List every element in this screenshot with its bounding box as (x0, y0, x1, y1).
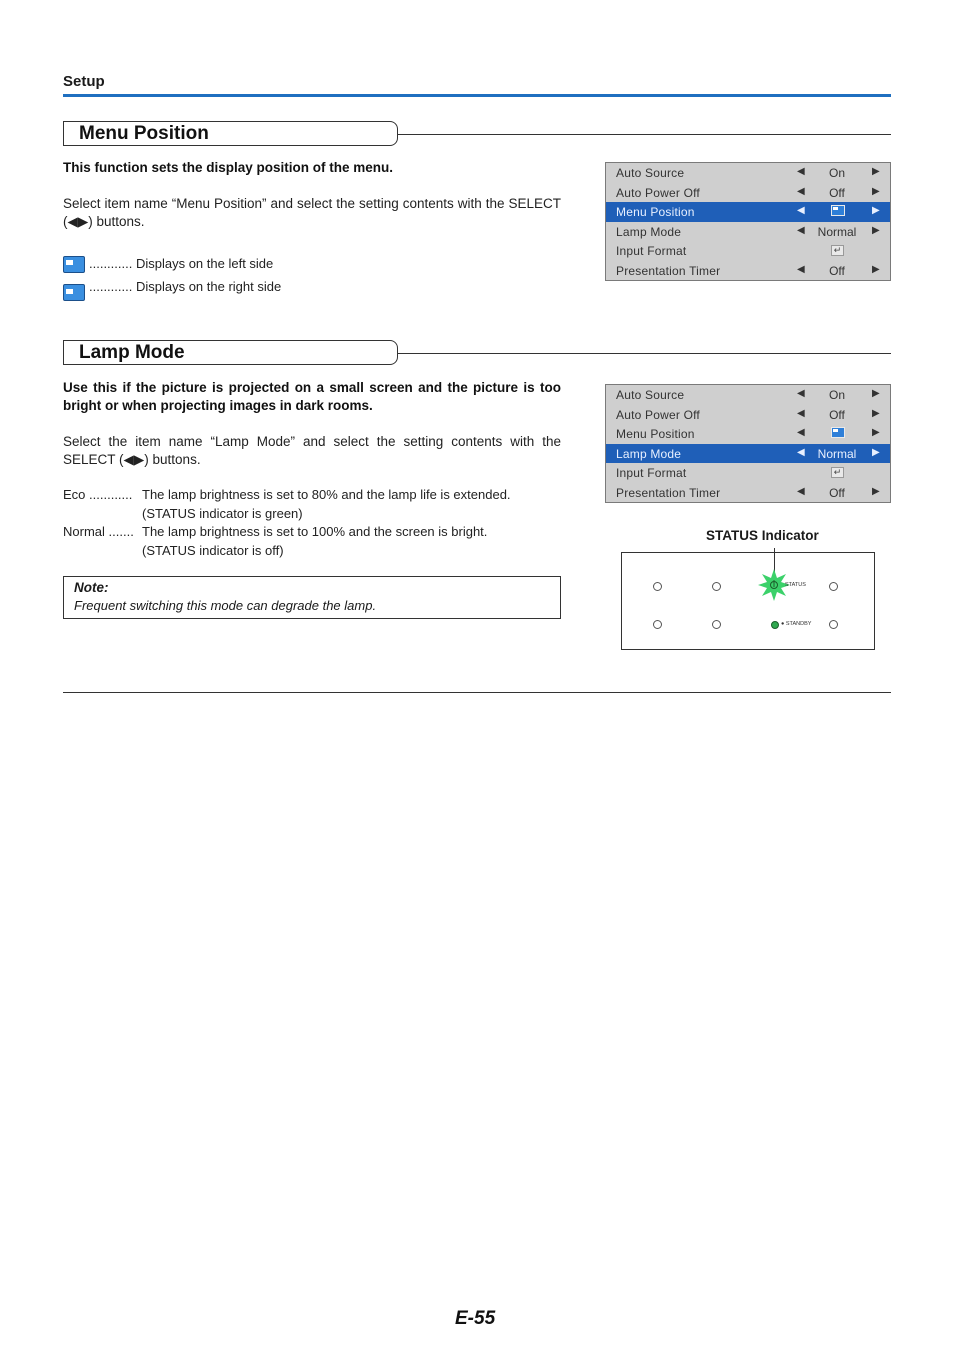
lamp-mode-rule (398, 353, 891, 354)
right-arrow-icon: ▶ (872, 166, 880, 177)
menu-row-auto-source: Auto Source ◀ On ▶ (616, 388, 880, 402)
button-circle (712, 620, 721, 629)
option-right-desc: Displays on the right side (135, 279, 282, 294)
status-indicator-label: STATUS Indicator (706, 528, 819, 543)
button-circle (653, 582, 662, 591)
menu-row-input-format: Input Format ↵ (606, 463, 890, 483)
note-title: Note: (74, 580, 109, 595)
menu-row-auto-power-off: Auto Power Off ◀ Off ▶ (616, 185, 880, 200)
section-header: Setup (63, 73, 105, 90)
menu-position-intro: This function sets the display position of the menu. (63, 160, 394, 175)
standby-text: ● STANDBY (781, 621, 812, 627)
option-left-dots: ............ (89, 256, 133, 271)
normal-desc-2: (STATUS indicator is off) (142, 543, 284, 558)
eco-desc-1: The lamp brightness is set to 80% and the lamp life is extended. (142, 487, 511, 502)
button-circle (712, 582, 721, 591)
osd-menu-1 (605, 162, 891, 281)
normal-desc-1: The lamp brightness is set to 100% and the screen is bright. (142, 524, 488, 539)
lamp-mode-title: Lamp Mode (79, 342, 185, 363)
enter-icon: ↵ (831, 467, 844, 478)
status-panel-figure (621, 552, 875, 650)
button-circle (653, 620, 662, 629)
right-arrow-icon: ▶ (872, 224, 880, 236)
left-arrow-icon: ◀ (797, 166, 805, 177)
menu-row-lamp-mode: Lamp Mode ◀ Normal ▶ (616, 224, 880, 239)
menu-row-lamp-mode: Lamp Mode ◀ Normal ▶ (606, 444, 890, 464)
header-rule (63, 94, 891, 97)
left-arrow-icon: ◀ (797, 224, 805, 236)
note-text: Frequent switching this mode can degrade the lamp. (74, 598, 377, 613)
lamp-mode-title-box (63, 340, 398, 365)
standby-led (771, 621, 779, 629)
left-arrow-icon: ◀ (797, 446, 805, 458)
left-arrow-icon: ◀ (797, 205, 805, 216)
right-arrow-icon: ▶ (872, 427, 880, 438)
right-arrow-icon: ▶ (872, 485, 880, 497)
menu-row-presentation-timer: Presentation Timer ◀ Off ▶ (616, 485, 880, 500)
bottom-rule (63, 692, 891, 693)
menu-left-icon (63, 256, 85, 273)
left-arrow-icon: ◀ (797, 263, 805, 275)
right-arrow-icon: ▶ (872, 407, 880, 419)
menu-row-presentation-timer: Presentation Timer ◀ Off ▶ (616, 263, 880, 278)
menu-row-menu-position: Menu Position ◀ ▶ (616, 427, 880, 441)
menu-row-input-format: Input Format ↵ (606, 241, 890, 261)
osd-menu-2 (605, 384, 891, 503)
enter-icon: ↵ (831, 245, 844, 256)
note-box (63, 576, 561, 619)
status-text: STATUS (785, 582, 806, 588)
right-arrow-icon: ▶ (872, 446, 880, 458)
left-arrow-icon: ◀ (797, 485, 805, 497)
left-arrow-icon: ◀ (797, 388, 805, 399)
lamp-mode-intro: Use this if the picture is projected on a small screen and the picture is too bright or when projecting images in dark rooms. (63, 380, 561, 413)
menu-row-auto-source: Auto Source ◀ On ▶ (616, 166, 880, 180)
button-circle (829, 582, 838, 591)
left-arrow-icon: ◀ (797, 407, 805, 419)
menu-row-auto-power-off: Auto Power Off ◀ Off ▶ (616, 407, 880, 422)
left-arrow-icon: ◀ (797, 427, 805, 438)
option-right (89, 278, 281, 296)
option-right-dots: ............ (89, 279, 133, 294)
option-left (89, 255, 273, 273)
page-number: E-55 (455, 1308, 496, 1329)
right-arrow-icon: ▶ (872, 205, 880, 216)
menu-position-rule (398, 134, 891, 135)
menu-right-icon (63, 284, 85, 301)
lamp-mode-instruction: Select the item name “Lamp Mode” and select the setting contents with the SELECT (◀▶) buttons. (63, 434, 561, 467)
menu-position-icon (831, 427, 845, 438)
menu-position-icon (831, 205, 845, 216)
eco-label: Eco ............ (63, 487, 133, 502)
menu-position-title: Menu Position (79, 123, 209, 144)
right-arrow-icon: ▶ (872, 388, 880, 399)
menu-position-instruction: Select item name “Menu Position” and select the setting contents with the SELECT (◀▶) buttons. (63, 196, 561, 229)
eco-desc-2: (STATUS indicator is green) (142, 506, 303, 521)
normal-label: Normal ....... (63, 524, 134, 539)
right-arrow-icon: ▶ (872, 185, 880, 197)
button-circle (829, 620, 838, 629)
menu-position-title-box (63, 121, 398, 146)
left-arrow-icon: ◀ (797, 185, 805, 197)
option-left-desc: Displays on the left side (135, 256, 274, 271)
right-arrow-icon: ▶ (872, 263, 880, 275)
menu-row-menu-position: Menu Position ◀ ▶ (606, 202, 890, 222)
